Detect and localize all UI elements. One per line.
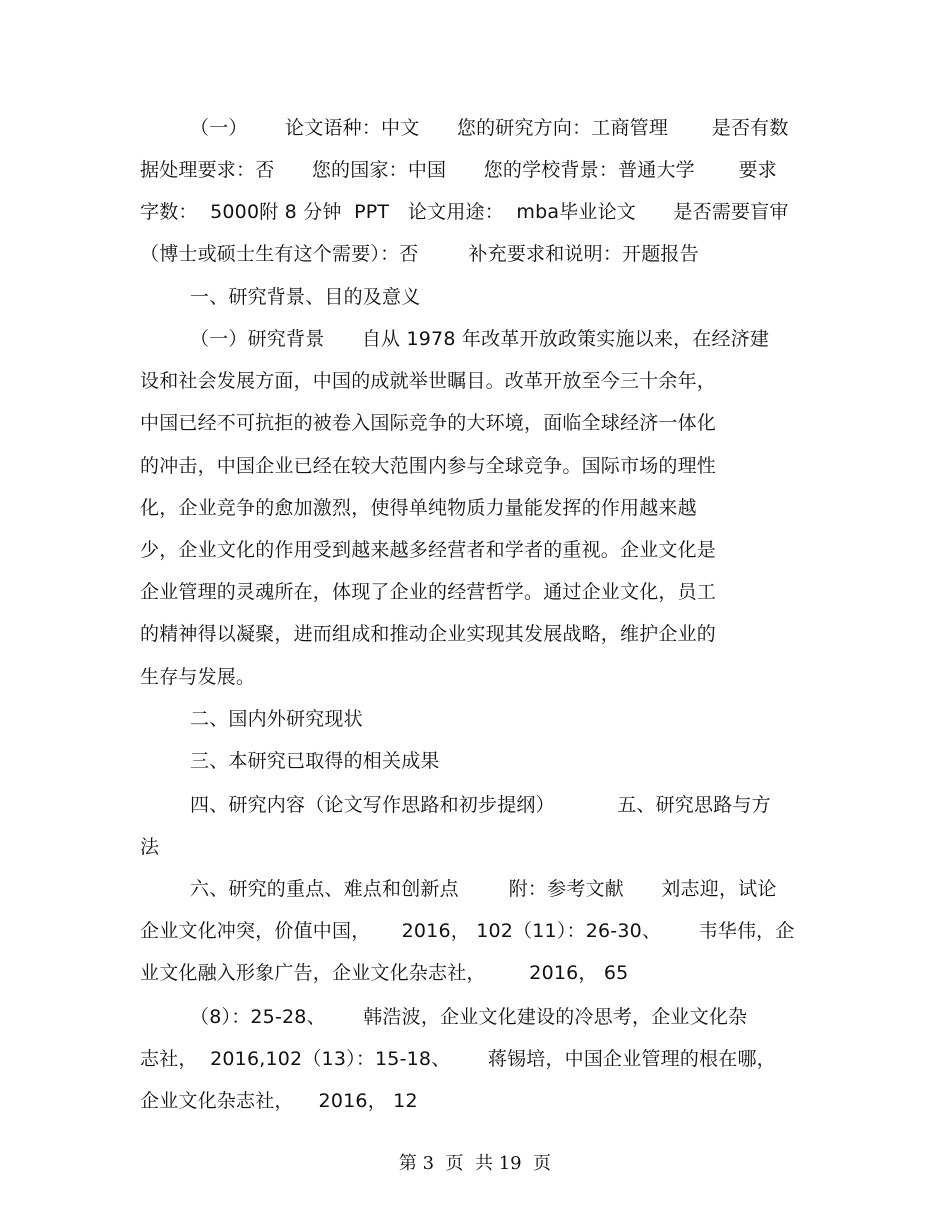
- text-line: 法: [140, 836, 160, 858]
- section-heading: 六、研究的重点、难点和创新点 附：参考文献 刘志迎，试论: [190, 878, 777, 900]
- text-line: 志社， 2016,102（13）：15-18、 蒋锡培，中国企业管理的根在哪，: [140, 1048, 776, 1070]
- text-line: 的冲击，中国企业已经在较大范围内参与全球竞争。国际市场的理性: [140, 455, 717, 477]
- text-line: 字数： 5000附 8 分钟 PPT 论文用途： mba毕业论文 是否需要盲审: [140, 201, 789, 223]
- section-heading: 一、研究背景、目的及意义: [190, 286, 421, 308]
- text-line: 的精神得以凝聚，进而组成和推动企业实现其发展战略，维护企业的: [140, 623, 717, 645]
- page-footer: 第 3 页 共 19 页: [398, 1153, 552, 1174]
- text-line: 据处理要求：否 您的国家：中国 您的学校背景：普通大学 要求: [140, 159, 777, 181]
- text-line: （8）：25-28、 韩浩波，企业文化建设的冷思考，企业文化杂: [190, 1006, 748, 1028]
- section-heading: 二、国内外研究现状: [190, 708, 363, 730]
- text-line: 业文化融入形象广告，企业文化杂志社， 2016， 65: [140, 962, 629, 984]
- text-line: 设和社会发展方面，中国的成就举世瞩目。改革开放至今三十余年，: [140, 370, 717, 392]
- text-line: 企业文化杂志社， 2016， 12: [140, 1090, 418, 1112]
- text-line: （一） 论文语种：中文 您的研究方向：工商管理 是否有数: [190, 117, 789, 139]
- text-line: （博士或硕士生有这个需要）：否 补充要求和说明：开题报告: [140, 243, 699, 265]
- text-line: （一）研究背景 自从 1978 年改革开放政策实施以来，在经济建: [190, 328, 770, 350]
- text-line: 企业管理的灵魂所在，体现了企业的经营哲学。通过企业文化，员工: [140, 581, 717, 603]
- text-line: 中国已经不可抗拒的被卷入国际竞争的大环境，面临全球经济一体化: [140, 412, 717, 434]
- section-heading: 三、本研究已取得的相关成果: [190, 750, 440, 772]
- text-line: 化，企业竞争的愈加激烈，使得单纯物质力量能发挥的作用越来越: [140, 497, 697, 519]
- text-line: 企业文化冲突，价值中国， 2016， 102（11）：26-30、 韦华伟，企: [140, 920, 795, 942]
- text-line: 少，企业文化的作用受到越来越多经营者和学者的重视。企业文化是: [140, 539, 717, 561]
- text-line: 生存与发展。: [140, 666, 256, 688]
- section-heading: 四、研究内容（论文写作思路和初步提纲） 五、研究思路与方: [190, 794, 771, 816]
